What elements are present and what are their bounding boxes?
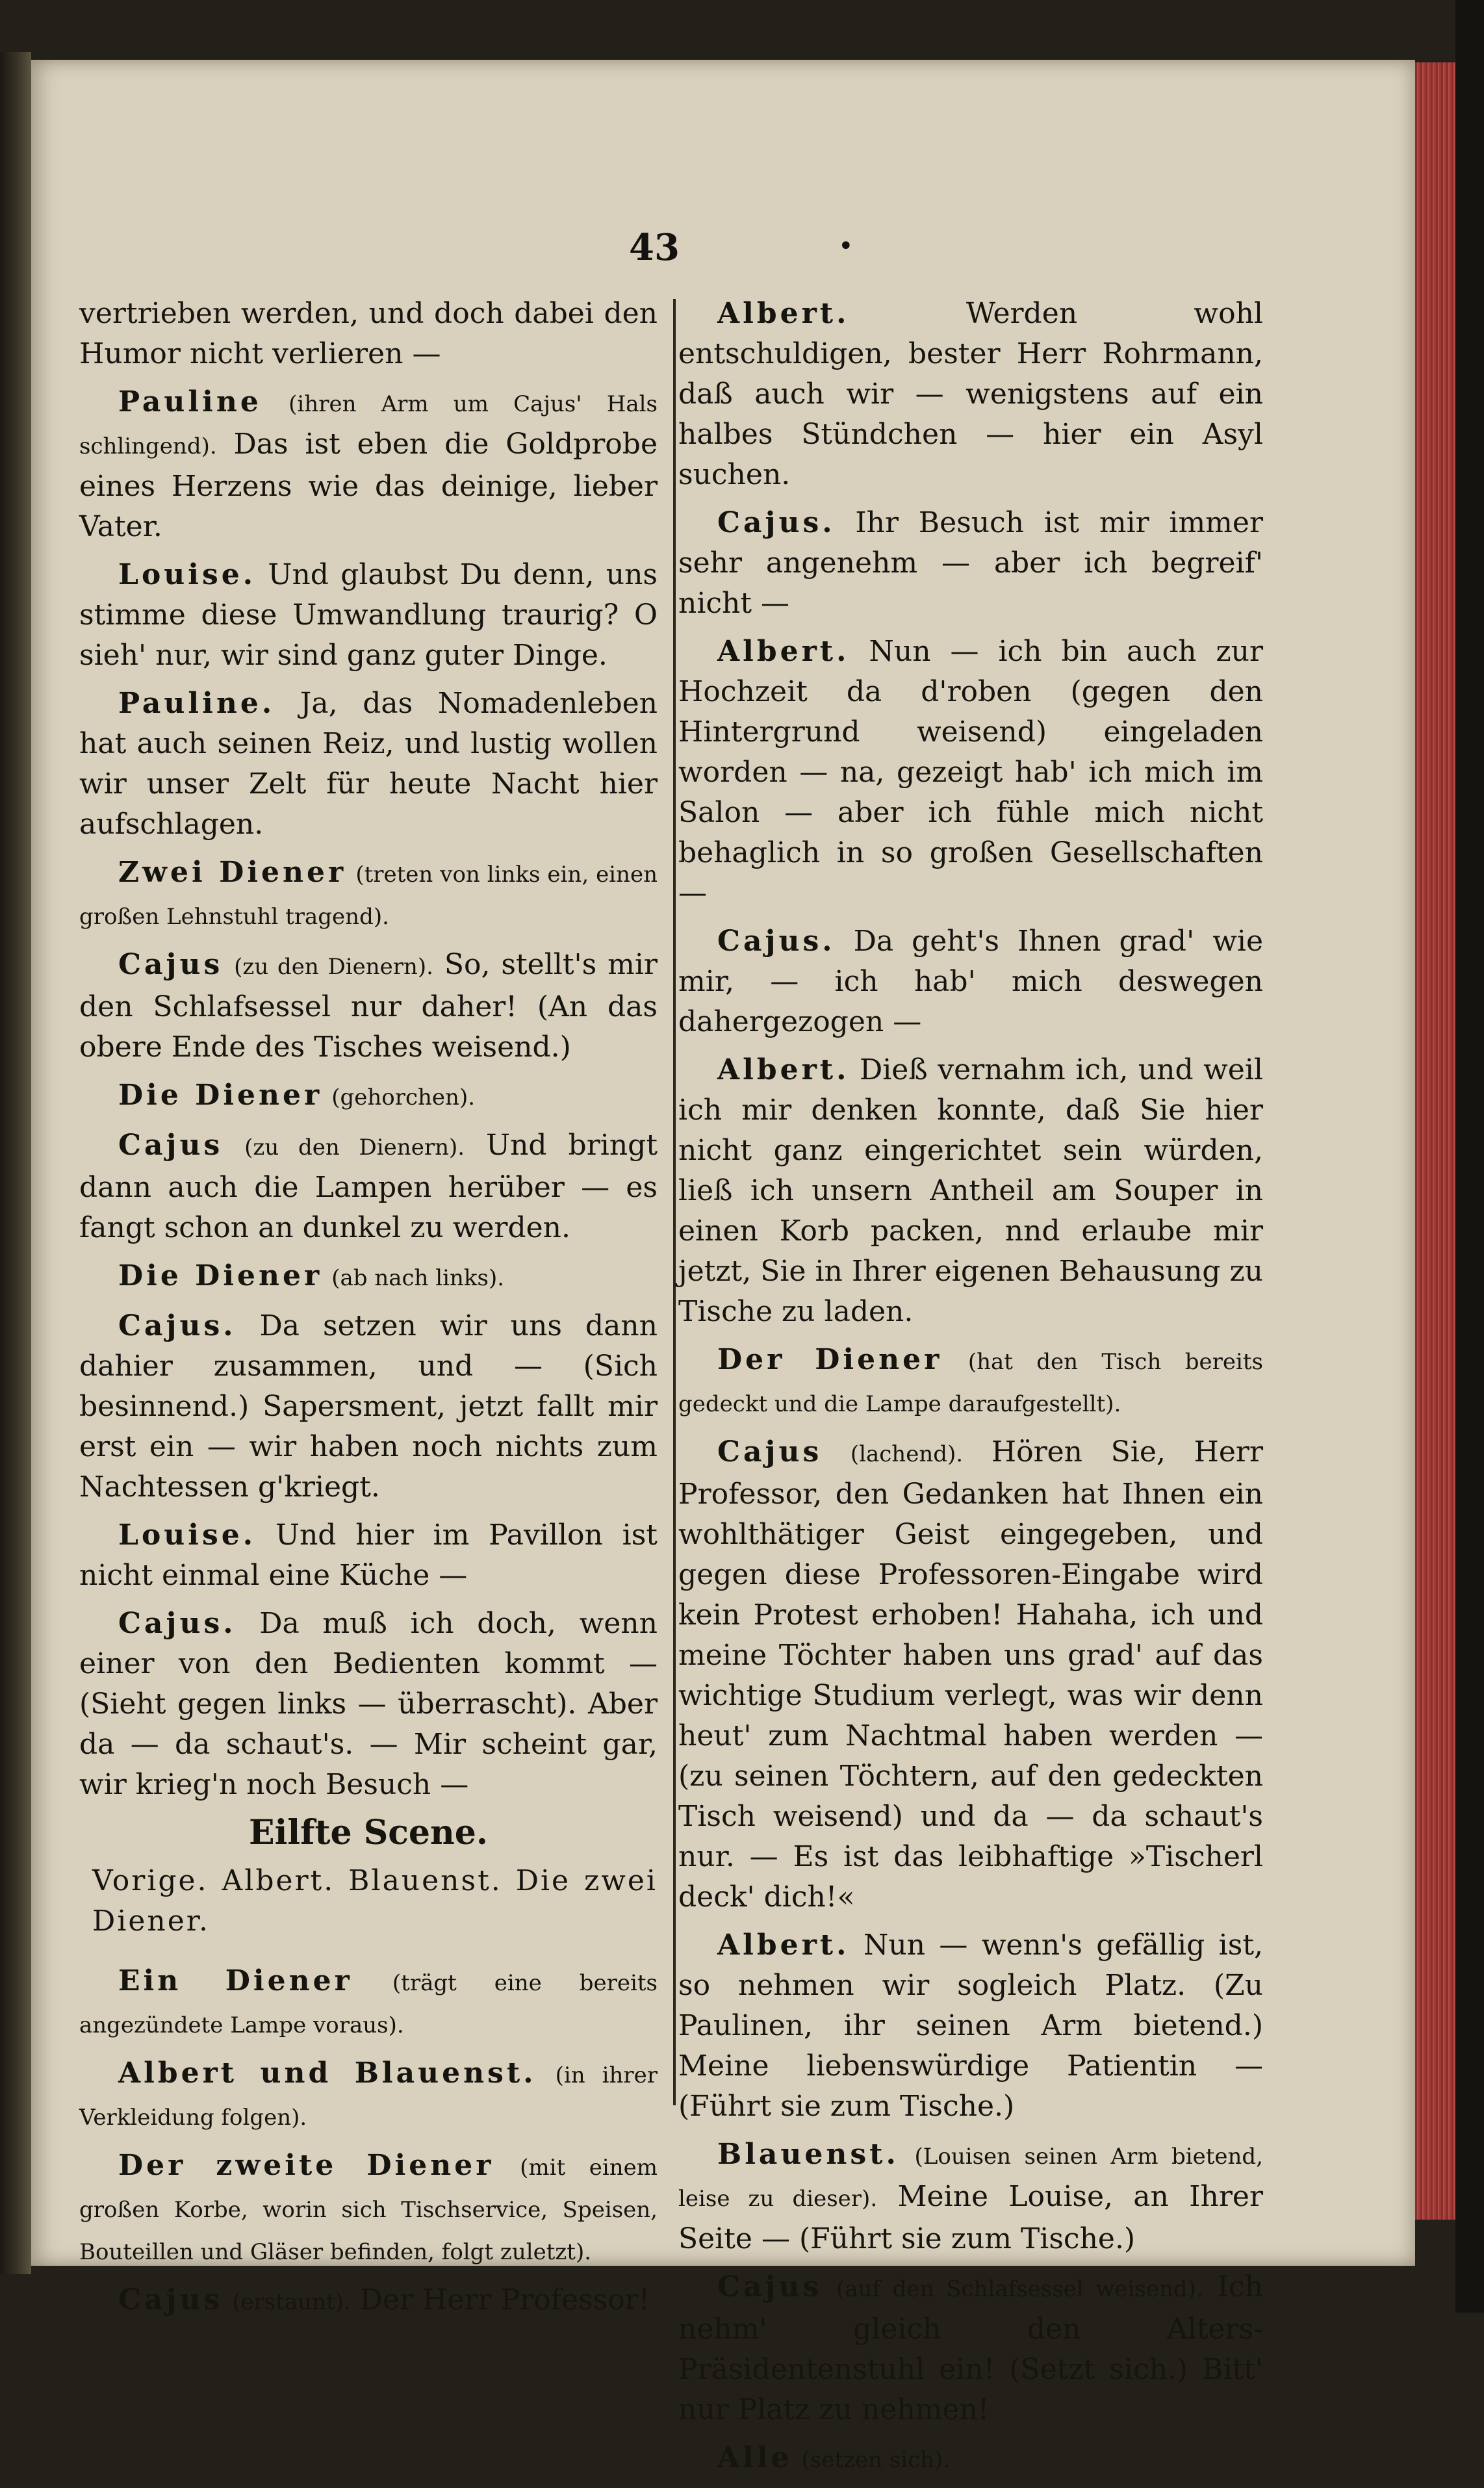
paragraph	[678, 2267, 1263, 2430]
stage-direction: (zu den Dienern).	[244, 1135, 465, 1161]
paragraph	[678, 2135, 1263, 2259]
scene-persons: Vorige. Albert. Blauenst. Die zwei Diener.	[92, 1864, 658, 1938]
stage-direction: (lachend).	[850, 1441, 964, 1467]
speaker: Pauline.	[118, 687, 275, 720]
stage-direction: (setzen sich).	[801, 2447, 951, 2473]
stage-direction: (gehorchen).	[331, 1084, 476, 1110]
text: Nun — ich bin auch zur Hochzeit da d'roben (gegen den Hintergrund weisend) eingeladen worden — na, gezeigt hab' ich mich im Salon — aber ich fühle mich nicht behaglich in so großen Gesellschaften —	[678, 635, 1263, 910]
text: Dieß vernahm ich, und weil ich mir denken konnte, daß Sie hier nicht ganz eingerichtet sein würden, ließ ich unsern Antheil am Souper in einen Korb packen, nnd erlaube mir jetzt, Sie in Ihrer eigenen Behausung zu Tische zu laden.	[678, 1053, 1263, 1328]
paragraph	[678, 294, 1263, 495]
text: So, stellt's mir den Schlafsessel nur daher! (An das obere Ende des Tisches weisend.)	[79, 948, 658, 1064]
speaker: Cajus	[118, 2283, 224, 2316]
paragraph	[79, 684, 658, 845]
background-edge	[1455, 0, 1484, 2313]
stage-direction: (Louisen seinen Arm bietend, leise zu dieser).	[678, 2144, 1263, 2212]
paragraph	[678, 921, 1263, 1042]
text: Ja, das Nomadenleben hat auch seinen Reiz, und lustig wollen wir unser Zelt für heute Nacht hier aufschlagen.	[79, 687, 658, 841]
text: Werden wohl entschuldigen, bester Herr Rohrmann, daß auch wir — wenigstens auf ein halbes Stündchen — hier ein Asyl suchen.	[678, 297, 1263, 491]
stage-direction: (erstaunt).	[232, 2289, 351, 2315]
stage-direction: (mit einem großen Korbe, worin sich Tischservice, Speisen, Bouteillen und Gläser befinden, folgt zuletzt).	[79, 2155, 658, 2265]
speaker: Pauline	[118, 385, 262, 418]
stage-direction: (in ihrer Verkleidung folgen).	[79, 2062, 658, 2131]
binding-shadow	[0, 52, 31, 2274]
paragraph	[79, 555, 658, 676]
speaker: Der zweite Diener	[118, 2149, 494, 2182]
speaker: Albert.	[717, 1929, 850, 1962]
stage-direction: (auf den Schlafsessel weisend).	[836, 2276, 1203, 2302]
paragraph	[79, 2146, 658, 2272]
paragraph	[79, 945, 658, 1068]
right-column	[673, 294, 1263, 2488]
speaker: Albert.	[717, 635, 850, 668]
speaker: Der Diener	[717, 1343, 943, 1376]
text: Und bringt dann auch die Lampen herüber — es fangt schon an dunkel zu werden.	[79, 1129, 658, 1244]
text: Und hier im Pavillon ist nicht einmal eine Küche —	[79, 1519, 658, 1592]
stage-direction: (ab nach links).	[331, 1265, 505, 1291]
paragraph	[79, 1256, 658, 1298]
speaker: Albert.	[717, 1053, 850, 1086]
paragraph	[79, 1515, 658, 1596]
paragraph	[79, 1604, 658, 1805]
speaker: Cajus	[118, 948, 224, 981]
text: Hören Sie, Herr Professor, den Gedanken hat Ihnen ein wohlthätiger Geist eingegeben, und gegen diese Professoren-Eingabe wird kein Protest erhoben! Hahaha, ich und meine Töchter haben uns grad' auf das wichtige Studium verlegt, was wir denn heut' zum Nachtmal haben werden — (zu seinen Töchtern, auf den gedeckten Tisch weisend) und da — da schaut's nur. — Es ist das leibhaftige »Tischerl deck' dich!«	[678, 1435, 1263, 1914]
text: Da setzen wir uns dann dahier zusammen, und — (Sich besinnend.) Sapersment, jetzt fallt mir erst ein — wir haben noch nichts zum Nachtessen g'kriegt.	[79, 1309, 658, 1504]
text: Meine Louise, an Ihrer Seite — (Führt sie zum Tische.)	[678, 2180, 1263, 2255]
paragraph	[678, 1340, 1263, 1424]
paragraph	[79, 2053, 658, 2138]
decorative-dot: •	[838, 231, 854, 261]
stage-direction: (treten von links ein, einen großen Lehnstuhl tragend).	[79, 862, 658, 930]
speaker: Die Diener	[118, 1079, 323, 1112]
speaker: Blauenst.	[717, 2138, 899, 2171]
paragraph	[79, 2280, 658, 2322]
speaker: Alle	[717, 2441, 793, 2474]
text: Ihr Besuch ist mir immer sehr angenehm — aber ich begreif' nicht —	[678, 506, 1263, 620]
page-edges	[1415, 62, 1455, 2220]
paragraph	[79, 382, 658, 547]
speaker: Cajus.	[118, 1309, 237, 1342]
text: vertrieben werden, und doch dabei den Humor nicht verlieren —	[79, 297, 658, 370]
speaker: Cajus.	[717, 925, 836, 958]
speaker: Ein Diener	[118, 1964, 353, 1997]
paragraph	[678, 2438, 1263, 2480]
stage-direction: (zu den Dienern).	[234, 954, 433, 980]
paragraph	[79, 1075, 658, 1118]
speaker: Cajus.	[717, 506, 836, 539]
speaker: Louise.	[118, 558, 257, 591]
text: Nun — wenn's gefällig ist, so nehmen wir sogleich Platz. (Zu Paulinen, ihr seinen Arm bietend.) Meine liebenswürdige Patientin — (Führt sie zum Tische.)	[678, 1929, 1263, 2123]
left-column	[79, 294, 658, 2330]
speaker: Cajus	[717, 1435, 823, 1468]
stage-direction: (hat den Tisch bereits gedeckt und die Lampe daraufgestellt).	[678, 1349, 1263, 1417]
paragraph	[79, 1961, 658, 2046]
speaker: Cajus.	[118, 1607, 237, 1640]
text: Da muß ich doch, wenn einer von den Bedienten kommt — (Sieht gegen links — überrascht). Aber da — da schaut's. — Mir scheint gar, wir krieg'n noch Besuch —	[79, 1607, 658, 1801]
scene-title: Eilfte Scene.	[248, 1813, 488, 1853]
paragraph	[79, 1125, 658, 1248]
speaker: Die Diener	[118, 1259, 323, 1292]
paragraph	[79, 294, 658, 374]
speaker: Cajus	[118, 1129, 224, 1162]
text: Und glaubst Du denn, uns stimme diese Umwandlung traurig? O sieh' nur, wir sind ganz guter Dinge.	[79, 558, 658, 672]
paragraph	[79, 1306, 658, 1507]
text: Da geht's Ihnen grad' wie mir, — ich hab' mich deswegen dahergezogen —	[678, 925, 1263, 1038]
text: Das ist eben die Goldprobe eines Herzens wie das deinige, lieber Vater.	[79, 428, 658, 543]
speaker: Cajus	[717, 2270, 823, 2303]
paragraph	[79, 853, 658, 937]
stage-direction: (ihren Arm um Cajus' Hals schlingend).	[79, 391, 658, 459]
paragraph	[678, 1925, 1263, 2127]
stage-direction: (trägt eine bereits angezündete Lampe voraus).	[79, 1970, 658, 2038]
speaker: Albert.	[717, 297, 850, 330]
paragraph	[678, 503, 1263, 624]
speaker: Louise.	[118, 1519, 257, 1552]
speaker: Zwei Diener	[118, 856, 347, 889]
speaker: Albert und Blauenst.	[118, 2057, 537, 2090]
paragraph	[678, 1432, 1263, 1917]
paragraph	[678, 632, 1263, 914]
page-number: 43	[629, 226, 680, 269]
text: Ich nehm' gleich den Alters-Präsidentenstuhl ein! (Setzt sich.) Bitt' nur Platz zu nehmen!	[678, 2270, 1263, 2426]
paragraph	[678, 1050, 1263, 1332]
text: Der Herr Professor!	[359, 2283, 650, 2316]
